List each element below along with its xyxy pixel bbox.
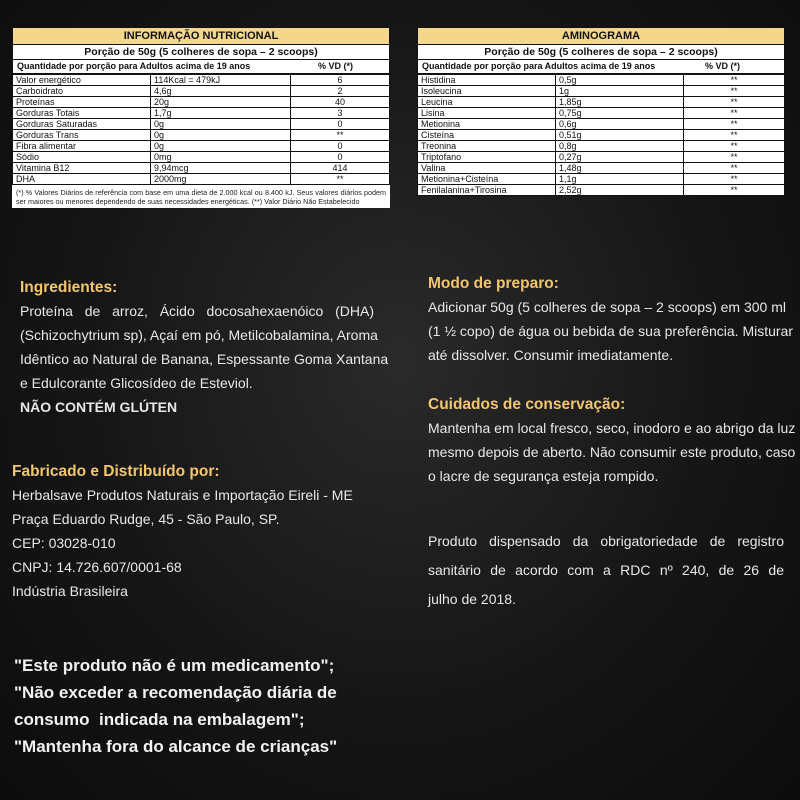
manufacturer-text [12, 483, 372, 603]
amino-name: Metionina+Cisteína [418, 174, 556, 185]
warning-line: "Mantenha fora do alcance de crianças" [14, 737, 338, 756]
nutrient-value: 9,94mcg [151, 163, 291, 174]
table-row [13, 86, 390, 97]
warnings-block [14, 652, 337, 760]
gluten-statement: NÃO CONTÉM GLÚTEN [20, 399, 178, 415]
aminogram-column-header [417, 59, 785, 74]
nutrient-vd: 0 [291, 141, 390, 152]
ingredients-line: (Schizochytrium sp), Açaí em pó, Metilcobalamina, Aroma [20, 327, 378, 343]
aminogram-title: AMINOGRAMA [417, 27, 785, 45]
amino-vd: ** [684, 86, 785, 97]
nutrient-vd: ** [291, 174, 390, 185]
amino-name: Metionina [418, 119, 556, 130]
nutrient-name: Sódio [13, 152, 151, 163]
amino-name: Fenilalanina+Tirosina [418, 185, 556, 196]
amino-value: 1g [556, 86, 684, 97]
nutrient-value: 0g [151, 119, 291, 130]
nutrient-name: Vitamina B12 [13, 163, 151, 174]
amino-value: 1,48g [556, 163, 684, 174]
preparation-line: (1 ½ copo) de água ou bebida de sua preferência. Misturar [428, 323, 794, 339]
manufacturer-line: Herbalsave Produtos Naturais e Importação Eireli - ME [12, 487, 353, 503]
amino-name: Isoleucina [418, 86, 556, 97]
nutrient-vd: 40 [291, 97, 390, 108]
exemption-line: julho de 2018. [428, 591, 516, 607]
nutrition-qty-header: Quantidade por porção para Adultos acima de 19 anos [17, 61, 251, 71]
nutrient-name: Proteínas [13, 97, 151, 108]
table-row [13, 141, 390, 152]
amino-name: Triptofano [418, 152, 556, 163]
nutrient-vd: ** [291, 130, 390, 141]
nutrition-footnote: (*) % Valores Diários de referência com base em uma dieta de 2.000 kcal ou 8.400 kJ. Seus valores diários podem ser maiores ou menores dependendo de suas necessidades energéticas. (**) Valor Diário Não Estabelecido [12, 185, 390, 208]
nutrient-value: 0mg [151, 152, 291, 163]
nutrient-name: Gorduras Trans [13, 130, 151, 141]
nutrient-vd: 0 [291, 119, 390, 130]
table-row [13, 108, 390, 119]
aminogram-qty-header: Quantidade por porção para Adultos acima de 19 anos [422, 61, 656, 71]
nutrient-vd: 0 [291, 152, 390, 163]
nutrient-value: 4,6g [151, 86, 291, 97]
aminogram-portion: Porção de 50g (5 colheres de sopa – 2 scoops) [417, 45, 785, 59]
table-row [418, 119, 785, 130]
amino-vd: ** [684, 130, 785, 141]
nutrition-facts-table [12, 27, 390, 208]
nutrient-name: Fibra alimentar [13, 141, 151, 152]
amino-vd: ** [684, 119, 785, 130]
ingredients-line: Proteína de arroz, Ácido docosahexaenóico (DHA) [20, 303, 374, 319]
conservation-line: mesmo depois de aberto. Não consumir este produto, caso [428, 444, 796, 460]
exemption-line: sanitário de acordo com a RDC nº 240, de 26 de [428, 562, 784, 578]
table-row [13, 75, 390, 86]
amino-name: Histidina [418, 75, 556, 86]
nutrient-vd: 2 [291, 86, 390, 97]
amino-value: 0,6g [556, 119, 684, 130]
table-row [13, 97, 390, 108]
amino-vd: ** [684, 75, 785, 86]
nutrient-name: Gorduras Saturadas [13, 119, 151, 130]
table-row [418, 163, 785, 174]
nutrition-column-header [12, 59, 390, 74]
table-row [418, 86, 785, 97]
warning-line: "Este produto não é um medicamento"; [14, 656, 335, 675]
conservation-text [428, 416, 796, 488]
manufacturer-line: Praça Eduardo Rudge, 45 - São Paulo, SP. [12, 511, 280, 527]
nutrient-value: 0g [151, 141, 291, 152]
manufacturer-title: Fabricado e Distribuído por: [12, 463, 220, 480]
nutrient-value: 114Kcal = 479kJ [151, 75, 291, 86]
ingredients-text [20, 299, 389, 419]
table-row [418, 75, 785, 86]
table-row [13, 163, 390, 174]
table-row [418, 141, 785, 152]
table-row [13, 130, 390, 141]
amino-name: Treonina [418, 141, 556, 152]
exemption-line: Produto dispensado da obrigatoriedade de registro [428, 533, 784, 549]
amino-value: 0,27g [556, 152, 684, 163]
nutrition-portion: Porção de 50g (5 colheres de sopa – 2 scoops) [12, 45, 390, 59]
table-row [13, 152, 390, 163]
aminogram-rows [417, 74, 785, 196]
amino-value: 0,8g [556, 141, 684, 152]
table-row [418, 152, 785, 163]
nutrient-vd: 6 [291, 75, 390, 86]
amino-name: Lisina [418, 108, 556, 119]
table-row [418, 185, 785, 196]
amino-name: Cisteína [418, 130, 556, 141]
table-row [418, 97, 785, 108]
conservation-title: Cuidados de conservação: [428, 396, 626, 413]
nutrient-value: 0g [151, 130, 291, 141]
amino-vd: ** [684, 141, 785, 152]
amino-vd: ** [684, 163, 785, 174]
ingredients-line: Idêntico ao Natural de Banana, Espessante Goma Xantana [20, 351, 389, 367]
amino-value: 2,52g [556, 185, 684, 196]
aminogram-vd-header: % VD (*) [704, 61, 740, 71]
warning-line: "Não exceder a recomendação diária de [14, 683, 337, 702]
warning-line: consumo indicada na embalagem"; [14, 710, 305, 729]
amino-vd: ** [684, 185, 785, 196]
table-row [13, 119, 390, 130]
preparation-title: Modo de preparo: [428, 275, 559, 292]
amino-vd: ** [684, 174, 785, 185]
manufacturer-line: CNPJ: 14.726.607/0001-68 [12, 559, 182, 575]
table-row [13, 174, 390, 185]
manufacturer-line: CEP: 03028-010 [12, 535, 116, 551]
aminogram-table [417, 27, 785, 196]
amino-value: 0,51g [556, 130, 684, 141]
nutrition-title: INFORMAÇÃO NUTRICIONAL [12, 27, 390, 45]
amino-vd: ** [684, 108, 785, 119]
table-row [418, 108, 785, 119]
amino-value: 1,85g [556, 97, 684, 108]
preparation-line: até dissolver. Consumir imediatamente. [428, 347, 674, 363]
ingredients-title: Ingredientes: [20, 279, 118, 296]
preparation-text [428, 295, 794, 367]
table-row [418, 174, 785, 185]
nutrient-vd: 3 [291, 108, 390, 119]
nutrient-vd: 414 [291, 163, 390, 174]
amino-name: Leucina [418, 97, 556, 108]
manufacturer-line: Indústria Brasileira [12, 583, 128, 599]
nutrient-value: 2000mg [151, 174, 291, 185]
nutrient-name: Carboidrato [13, 86, 151, 97]
nutrition-rows [12, 74, 390, 185]
amino-vd: ** [684, 152, 785, 163]
conservation-line: Mantenha em local fresco, seco, inodoro e ao abrigo da luz [428, 420, 796, 436]
table-row [418, 130, 785, 141]
amino-value: 1,1g [556, 174, 684, 185]
amino-value: 0,75g [556, 108, 684, 119]
nutrient-name: Gorduras Totais [13, 108, 151, 119]
conservation-line: o lacre de segurança esteja rompido. [428, 468, 659, 484]
preparation-line: Adicionar 50g (5 colheres de sopa – 2 scoops) em 300 ml [428, 299, 786, 315]
nutrient-value: 20g [151, 97, 291, 108]
nutrient-value: 1,7g [151, 108, 291, 119]
exemption-text [428, 527, 784, 614]
nutrient-name: Valor energético [13, 75, 151, 86]
nutrition-vd-header: % VD (*) [317, 61, 353, 71]
amino-name: Valina [418, 163, 556, 174]
amino-vd: ** [684, 97, 785, 108]
nutrient-name: DHA [13, 174, 151, 185]
amino-value: 0,5g [556, 75, 684, 86]
ingredients-line: e Edulcorante Glicosídeo de Esteviol. [20, 375, 253, 391]
